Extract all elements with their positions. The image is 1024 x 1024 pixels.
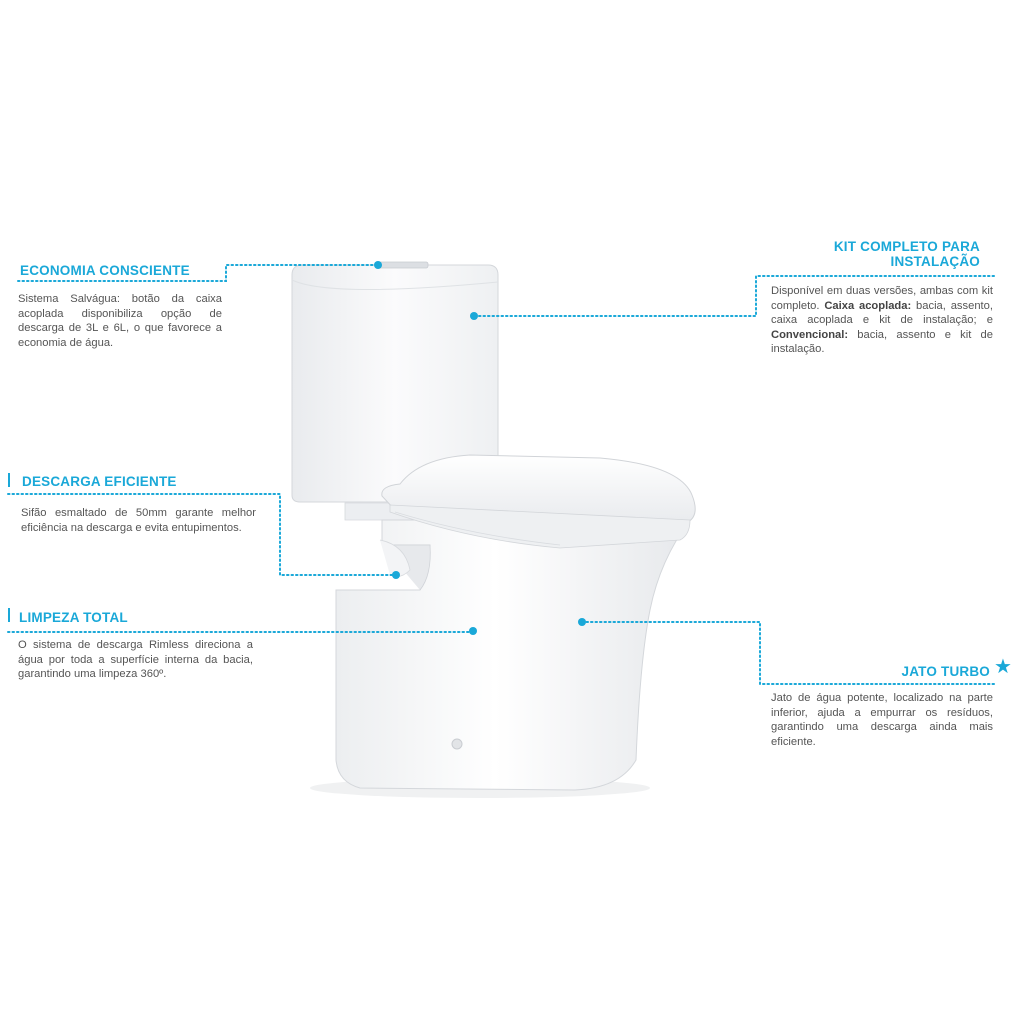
star-icon: ★ bbox=[994, 656, 1012, 678]
anchor-dot-economia bbox=[374, 261, 382, 269]
feature-title-kit-line2: INSTALAÇÃO bbox=[890, 254, 980, 269]
kit-desc-text-3: bacia, assento e kit de instalação. bbox=[771, 328, 993, 355]
anchor-dot-descarga bbox=[392, 571, 400, 579]
kit-desc-text-1: Disponível em duas versões, ambas com kit completo. bbox=[771, 285, 993, 312]
feature-title-jato: JATO TURBO bbox=[901, 664, 990, 679]
anchor-dot-kit bbox=[470, 312, 478, 320]
feature-desc-kit bbox=[771, 284, 993, 357]
kit-desc-bold-2: Convencional: bbox=[771, 328, 849, 341]
anchor-dot-limpeza bbox=[469, 627, 477, 635]
kit-desc-bold-1: Caixa acoplada: bbox=[824, 299, 912, 312]
feature-title-kit bbox=[780, 239, 980, 269]
feature-title-economia: ECONOMIA CONSCIENTE bbox=[20, 263, 190, 278]
feature-title-descarga: DESCARGA EFICIENTE bbox=[22, 474, 177, 489]
feature-desc-economia: Sistema Salvágua: botão da caixa acoplada disponibiliza opção de descarga de 3L e 6L, o que favorece a economia de água. bbox=[18, 293, 222, 349]
feature-desc-jato: Jato de água potente, localizado na parte inferior, ajuda a empurrar os resíduos, garantindo uma descarga ainda mais eficiente. bbox=[771, 692, 993, 748]
feature-desc-limpeza: O sistema de descarga Rimless direciona a água por toda a superfície interna da bacia, garantindo uma limpeza 360º. bbox=[18, 639, 253, 680]
kit-desc-text-2: bacia, assento, caixa acoplada e kit de instalação; e bbox=[771, 299, 993, 326]
feature-desc-descarga: Sifão esmaltado de 50mm garante melhor eficiência na descarga e evita entupimentos. bbox=[21, 507, 256, 534]
feature-title-limpeza: LIMPEZA TOTAL bbox=[19, 610, 128, 625]
anchor-dot-jato bbox=[578, 618, 586, 626]
feature-title-kit-line1: KIT COMPLETO PARA bbox=[833, 239, 980, 254]
